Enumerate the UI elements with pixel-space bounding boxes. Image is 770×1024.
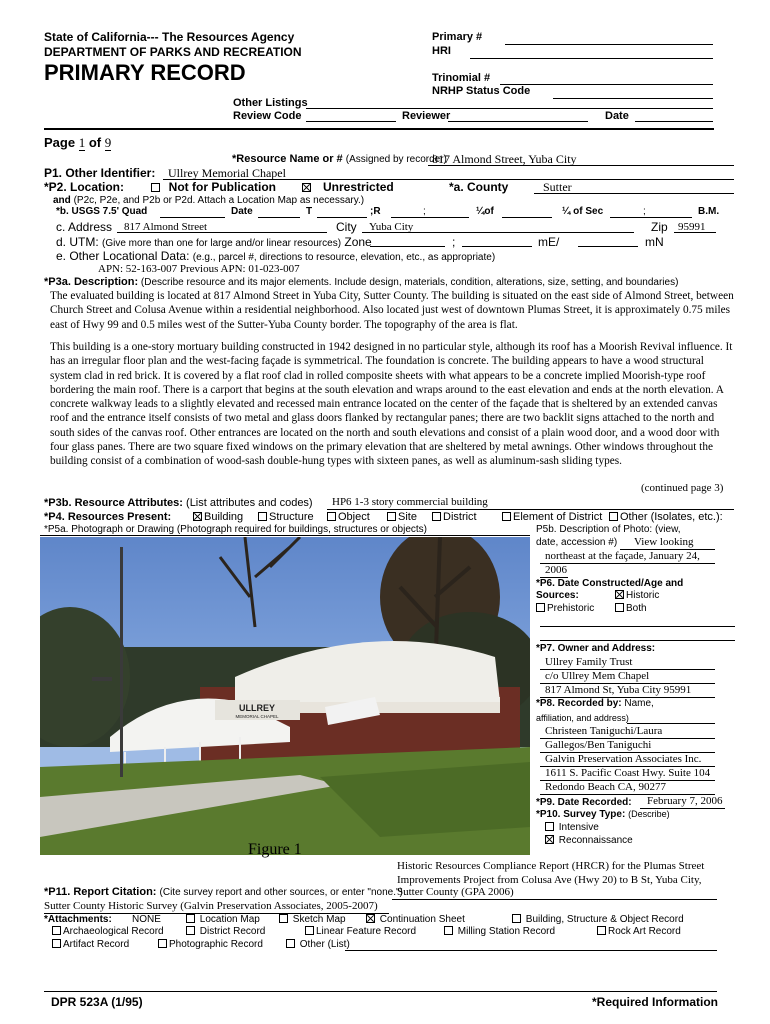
recorded-by-line-4[interactable]: 1611 S. Pacific Coast Hwy. Suite 104 (545, 767, 711, 779)
p6-label: *P6. Date Constructed/Age and (536, 578, 684, 589)
form-title: PRIMARY RECORD (44, 60, 246, 85)
prehistoric-checkbox[interactable] (536, 603, 545, 612)
other-isolates-checkbox[interactable] (609, 512, 618, 521)
other-listings-field[interactable] (306, 108, 713, 109)
location-map-option[interactable]: Location Map (186, 914, 260, 925)
p4-label: *P4. Resources Present: (44, 511, 172, 523)
department-name: DEPARTMENT OF PARKS AND RECREATION (44, 45, 302, 59)
form-number: DPR 523A (1/95) (51, 995, 143, 1009)
chapel-sign-subtext: MEMORIAL CHAPEL (235, 714, 279, 719)
both-option[interactable]: Both (615, 603, 647, 614)
and-location-note: and (P2c, P2e, and P2b or P2d. Attach a Location Map as necessary.) (53, 195, 365, 206)
intensive-option[interactable]: Intensive (545, 822, 599, 833)
p6-sources-label: Sources: (536, 590, 579, 601)
date-label: Date (605, 110, 629, 122)
p3b-value[interactable]: HP6 1-3 story commercial building (332, 496, 488, 508)
usgs-field[interactable] (160, 217, 225, 218)
figure-caption: Figure 1 (248, 841, 302, 858)
p1-value[interactable]: Ullrey Memorial Chapel (168, 166, 286, 180)
building-photo-svg (40, 537, 530, 855)
photographic-record-option[interactable]: Photographic Record (158, 939, 263, 950)
county-label: *a. County (449, 180, 509, 194)
p11-line-2[interactable]: Sutter County Historic Survey (Galvin Preservation Associates, 2005-2007) (44, 900, 378, 912)
building-checkbox[interactable] (193, 512, 202, 521)
p5a-label: *P5a. Photograph or Drawing (Photograph required for buildings, structures or objects) (44, 524, 427, 535)
light-arm (92, 677, 112, 681)
p7-owner-line-1[interactable]: Ullrey Family Trust (545, 656, 633, 668)
photographic-record-checkbox[interactable] (158, 939, 167, 948)
bare-tree-icon (220, 537, 300, 627)
unrestricted-option[interactable]: Unrestricted (302, 180, 394, 194)
agency-name: State of California--- The Resources Agency (44, 30, 295, 44)
archaeological-record-checkbox[interactable] (52, 926, 61, 935)
p8-rule-0 (627, 723, 715, 724)
p6-line-2[interactable] (540, 640, 735, 641)
district-record-checkbox[interactable] (186, 926, 195, 935)
object-option[interactable]: Object (327, 511, 370, 523)
reconnaissance-option[interactable]: Reconnaissance (545, 835, 633, 846)
nrhp-label: NRHP Status Code (432, 85, 531, 97)
building-option[interactable]: Building (193, 511, 243, 523)
utm-northing-field[interactable] (578, 246, 638, 247)
zip-value[interactable]: 95991 (678, 221, 706, 233)
unrestricted-checkbox[interactable] (302, 183, 311, 192)
trinomial-field[interactable] (500, 84, 713, 85)
address-value[interactable]: 817 Almond Street (124, 221, 208, 233)
p5b-value-3[interactable]: 2006 (545, 564, 567, 576)
district-option[interactable]: District (432, 511, 477, 523)
other-listings-label: Other Listings (233, 97, 308, 109)
page-indicator: Page 1 of 9 (44, 135, 112, 150)
utm-easting-field[interactable] (462, 246, 532, 247)
zip-label: Zip (651, 220, 668, 234)
resource-name-label: *Resource Name or # (Assigned by recorder) (232, 153, 447, 165)
site-option[interactable]: Site (387, 511, 417, 523)
description-paragraph-1: The evaluated building is located at 817 Almond Street in Yuba City, Sutter County. The building is situated on the east side of Almond Street, between Church Street and Colusa Avenue within a residential neighborhood. Also located just west of downtown Plumas Street, it is approximately 0.75 miles east of Hwy 99 and 0.5 miles west of the Sutter-Yuba County border. The topography of the area is flat. (50, 290, 734, 331)
trinomial-label: Trinomial # (432, 72, 491, 84)
attachments-label: *Attachments: (44, 914, 112, 925)
utm-label: d. UTM: (Give more than one for large and/or linear resources) Zone (56, 235, 372, 249)
utm-separator: ; (452, 235, 456, 249)
other-list-field[interactable] (345, 950, 717, 951)
p11-label: *P11. Report Citation: (Cite survey report and other sources, or enter "none.") (44, 886, 403, 898)
township-label: T (306, 206, 313, 217)
p3a-label: *P3a. Description: (Describe resource and its major elements. Include design, materials, condition, alterations, size, setting, and boundaries) (44, 276, 679, 288)
continued-note: (continued page 3) (641, 482, 724, 494)
structure-checkbox[interactable] (258, 512, 267, 521)
p9-label: *P9. Date Recorded: (536, 797, 632, 808)
header-divider (44, 128, 714, 130)
p3b-label: *P3b. Resource Attributes: (List attributes and codes) (44, 497, 313, 509)
p11-right-line-3[interactable]: Sutter County (GPA 2006) (397, 886, 514, 898)
not-for-publication-checkbox[interactable] (151, 183, 160, 192)
other-isolates-option[interactable]: Other (Isolates, etc.): (609, 511, 723, 523)
hri-field[interactable] (470, 58, 713, 59)
recorded-by-line-3[interactable]: Galvin Preservation Associates Inc. (545, 753, 702, 765)
location-map-checkbox[interactable] (186, 914, 195, 923)
quarter-sec-label: ¼ of Sec (562, 206, 604, 217)
section-separator: ; (643, 206, 646, 217)
p8-sub-label: affiliation, and address) (536, 713, 629, 723)
other-locational-label: e. Other Locational Data: (e.g., parcel #, directions to resource, elevation, etc., as appropriate) (56, 249, 496, 263)
nrhp-field[interactable] (553, 98, 713, 99)
p11-rule-1 (392, 899, 717, 900)
city-value[interactable]: Yuba City (369, 221, 414, 233)
reviewer-label: Reviewer (402, 110, 451, 122)
p3b-line (327, 509, 734, 510)
range-separator: ; (423, 206, 426, 217)
p7-label: *P7. Owner and Address: (536, 643, 656, 654)
prehistoric-option[interactable]: Prehistoric (536, 603, 594, 614)
p7-owner-line-2[interactable]: c/o Ullrey Mem Chapel (545, 670, 650, 682)
usgs-label: *b. USGS 7.5' Quad (56, 206, 148, 217)
district-record-option[interactable]: District Record (186, 926, 265, 937)
other-list-option[interactable]: Other (List) (286, 939, 350, 950)
archaeological-record-option[interactable]: Archaeological Record (52, 926, 164, 937)
review-date-field[interactable] (635, 121, 713, 122)
review-code-field[interactable] (306, 121, 396, 122)
address-label: c. Address (56, 220, 113, 234)
bso-record-option[interactable]: Building, Structure & Object Record (512, 914, 684, 925)
p5b-label-2: date, accession #) (536, 537, 618, 548)
resource-name-value[interactable]: 817 Almond Street, Yuba City (432, 152, 577, 166)
bso-record-checkbox[interactable] (512, 914, 521, 923)
description-paragraph-2: This building is a one-story mortuary building constructed in 1942 designed in no particular style, although its roof has a Moorish Revival influence. It has an irregular floor plan and the west-facing façade is symmetrical. The foundation is concrete. The building appears to have a wood structural system clad in red brick. It is covered by a flat roof clad in rolled composite sheets with what appears to be a concrete implied Moorish-type roof bordering the main roof. There is a carport that begins at the south elevation and wraps around to the east elevation and ends at the north elevation. A concrete walkway leads to a slightly elevated and recessed main entrance located on the center of the façade that is sheltered by an extended canvas roof and the entrance itself consists of two metal and glass doors flanked by rectangular panes; there are two backlit signs attached to the north and south sides of the canvas roof. Other entrances are located on the north and south elevations and consist of a plain wood door, and a wood door with four glass panes. There are two square fixed windows on the primary elevation that are sheltered by metal awnings. Other windows throughout the building consist of a combination of wood-sash double-hung types with sixteen panes, as well as aluminum-sash sliding types. (50, 341, 733, 468)
p5b-value-1[interactable]: View looking (634, 536, 694, 548)
county-value[interactable]: Sutter (543, 180, 572, 194)
sketch-map-option[interactable]: Sketch Map (279, 914, 346, 925)
me-label: mE/ (538, 235, 560, 249)
element-of-district-option[interactable]: Element of District (502, 511, 602, 523)
footer-rule (44, 991, 717, 992)
quarter-of-field[interactable] (502, 217, 552, 218)
reviewer-field[interactable] (448, 121, 588, 122)
utm-zone-field[interactable] (370, 246, 445, 247)
review-code-label: Review Code (233, 110, 302, 122)
object-checkbox[interactable] (327, 512, 336, 521)
sketch-map-checkbox[interactable] (279, 914, 288, 923)
p11-right-line-1[interactable]: Historic Resources Compliance Report (HRCR) for the Plumas Street (397, 860, 705, 872)
usgs-date-field[interactable] (258, 217, 300, 218)
p10-label: *P10. Survey Type: (Describe) (536, 809, 670, 820)
photo-top-rule (40, 535, 530, 536)
structure-option[interactable]: Structure (258, 511, 314, 523)
p11-right-line-2[interactable]: Improvements Project from Colusa Ave (Hwy 20) to B St, Yuba City, (397, 874, 702, 886)
primary-field[interactable] (505, 44, 713, 45)
element-of-district-checkbox[interactable] (502, 512, 511, 521)
linear-feature-checkbox[interactable] (305, 926, 314, 935)
p8-label: *P8. Recorded by: Name, (536, 698, 654, 709)
p2-label: *P2. Location: (44, 180, 125, 194)
p6-line-1[interactable] (540, 626, 735, 627)
primary-label: Primary # (432, 31, 483, 43)
artifact-record-checkbox[interactable] (52, 939, 61, 948)
required-information-note: *Required Information (592, 995, 719, 1009)
site-checkbox[interactable] (387, 512, 396, 521)
both-checkbox[interactable] (615, 603, 624, 612)
continuation-sheet-option[interactable]: Continuation Sheet (366, 914, 465, 925)
range-field[interactable] (391, 217, 469, 218)
attachments-none[interactable]: NONE (132, 914, 161, 925)
historic-checkbox[interactable] (615, 590, 624, 599)
reconnaissance-checkbox[interactable] (545, 835, 554, 844)
other-list-checkbox[interactable] (286, 939, 295, 948)
rock-art-checkbox[interactable] (597, 926, 606, 935)
quarter-of-label: ¼of (476, 206, 494, 217)
range-label: ;R (370, 206, 381, 217)
continuation-sheet-checkbox[interactable] (366, 914, 375, 923)
district-checkbox[interactable] (432, 512, 441, 521)
historic-option[interactable]: Historic (615, 590, 659, 601)
linear-feature-option[interactable]: Linear Feature Record (305, 926, 416, 937)
recorded-by-line-1[interactable]: Christeen Taniguchi/Laura (545, 725, 663, 737)
not-for-publication-option[interactable]: Not for Publication (151, 180, 276, 194)
hri-label: HRI (432, 45, 451, 57)
bm-label: B.M. (698, 206, 720, 217)
building-photograph (40, 537, 530, 855)
recorded-by-line-2[interactable]: Gallegos/Ben Taniguchi (545, 739, 652, 751)
light-pole (120, 547, 123, 777)
usgs-date-label: Date (231, 206, 253, 217)
p5b-value-2[interactable]: northeast at the façade, January 24, (545, 550, 700, 562)
township-field[interactable] (317, 217, 367, 218)
p7-owner-line-3[interactable]: 817 Almond St, Yuba City 95991 (545, 684, 692, 696)
rock-art-option[interactable]: Rock Art Record (597, 926, 681, 937)
apn-value[interactable]: APN: 52-163-007 Previous APN: 01-023-007 (98, 263, 300, 275)
p5b-label-1: P5b. Description of Photo: (view, (536, 524, 681, 535)
mn-label: mN (645, 235, 664, 249)
section-field[interactable] (610, 217, 692, 218)
intensive-checkbox[interactable] (545, 822, 554, 831)
milling-station-option[interactable]: Milling Station Record (444, 926, 555, 937)
chapel-sign-text: ULLREY (239, 703, 275, 713)
city-label: City (336, 220, 357, 234)
recorded-by-line-5[interactable]: Redondo Beach CA, 90277 (545, 781, 666, 793)
p9-value[interactable]: February 7, 2006 (647, 795, 723, 807)
p1-label: P1. Other Identifier: (44, 166, 156, 180)
milling-station-checkbox[interactable] (444, 926, 453, 935)
artifact-record-option[interactable]: Artifact Record (52, 939, 129, 950)
